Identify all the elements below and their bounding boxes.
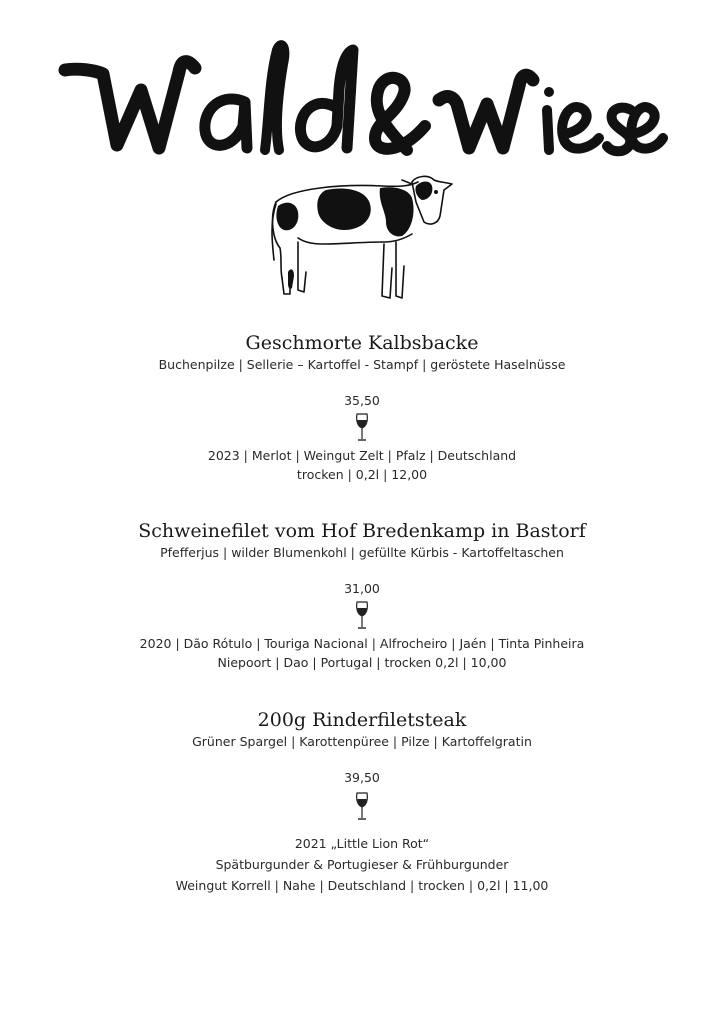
dish-description: Pfefferjus | wilder Blumenkohl | gefüllte Kürbis - Kartoffeltaschen	[160, 545, 564, 560]
wine-glass-icon	[354, 600, 370, 630]
wine-glass-icon	[354, 791, 370, 821]
wine-glass-icon	[354, 412, 370, 442]
dish-price: 35,50	[344, 393, 380, 408]
wine-line: trocken | 0,2l | 12,00	[296, 467, 428, 482]
wine-line: Weingut Korrell | Nahe | Deutschland | trocken | 0,2l | 11,00	[175, 878, 549, 893]
dish-title: Schweinefilet vom Hof Bredenkamp in Bastorf	[138, 520, 586, 542]
wine-pairing	[0, 446, 724, 484]
wine-line: Spätburgunder & Portugieser & Frühburgunder	[215, 857, 509, 872]
dish-price: 39,50	[344, 770, 380, 785]
dish-title: 200g Rinderfiletsteak	[257, 709, 467, 731]
cow-illustration	[262, 172, 460, 304]
wine-pairing	[0, 833, 724, 896]
dish-description: Buchenpilze | Sellerie – Kartoffel - Stampf | geröstete Haselnüsse	[158, 357, 566, 372]
wine-pairing	[0, 634, 724, 672]
dish-3	[0, 708, 724, 896]
dish-1	[0, 331, 724, 484]
dish-price: 31,00	[344, 581, 380, 596]
wine-line: 2020 | Dão Rótulo | Touriga Nacional | Alfrocheiro | Jaén | Tinta Pinheira	[139, 636, 585, 651]
wine-line: 2021 „Little Lion Rot“	[294, 836, 430, 851]
wine-line: 2023 | Merlot | Weingut Zelt | Pfalz | Deutschland	[207, 448, 517, 463]
wine-line: Niepoort | Dao | Portugal | trocken 0,2l | 10,00	[217, 655, 507, 670]
dish-2	[0, 519, 724, 672]
logo	[55, 30, 670, 180]
dish-title: Geschmorte Kalbsbacke	[245, 332, 479, 354]
dish-description: Grüner Spargel | Karottenpüree | Pilze | Kartoffelgratin	[192, 734, 532, 749]
cow-icon	[262, 172, 460, 304]
